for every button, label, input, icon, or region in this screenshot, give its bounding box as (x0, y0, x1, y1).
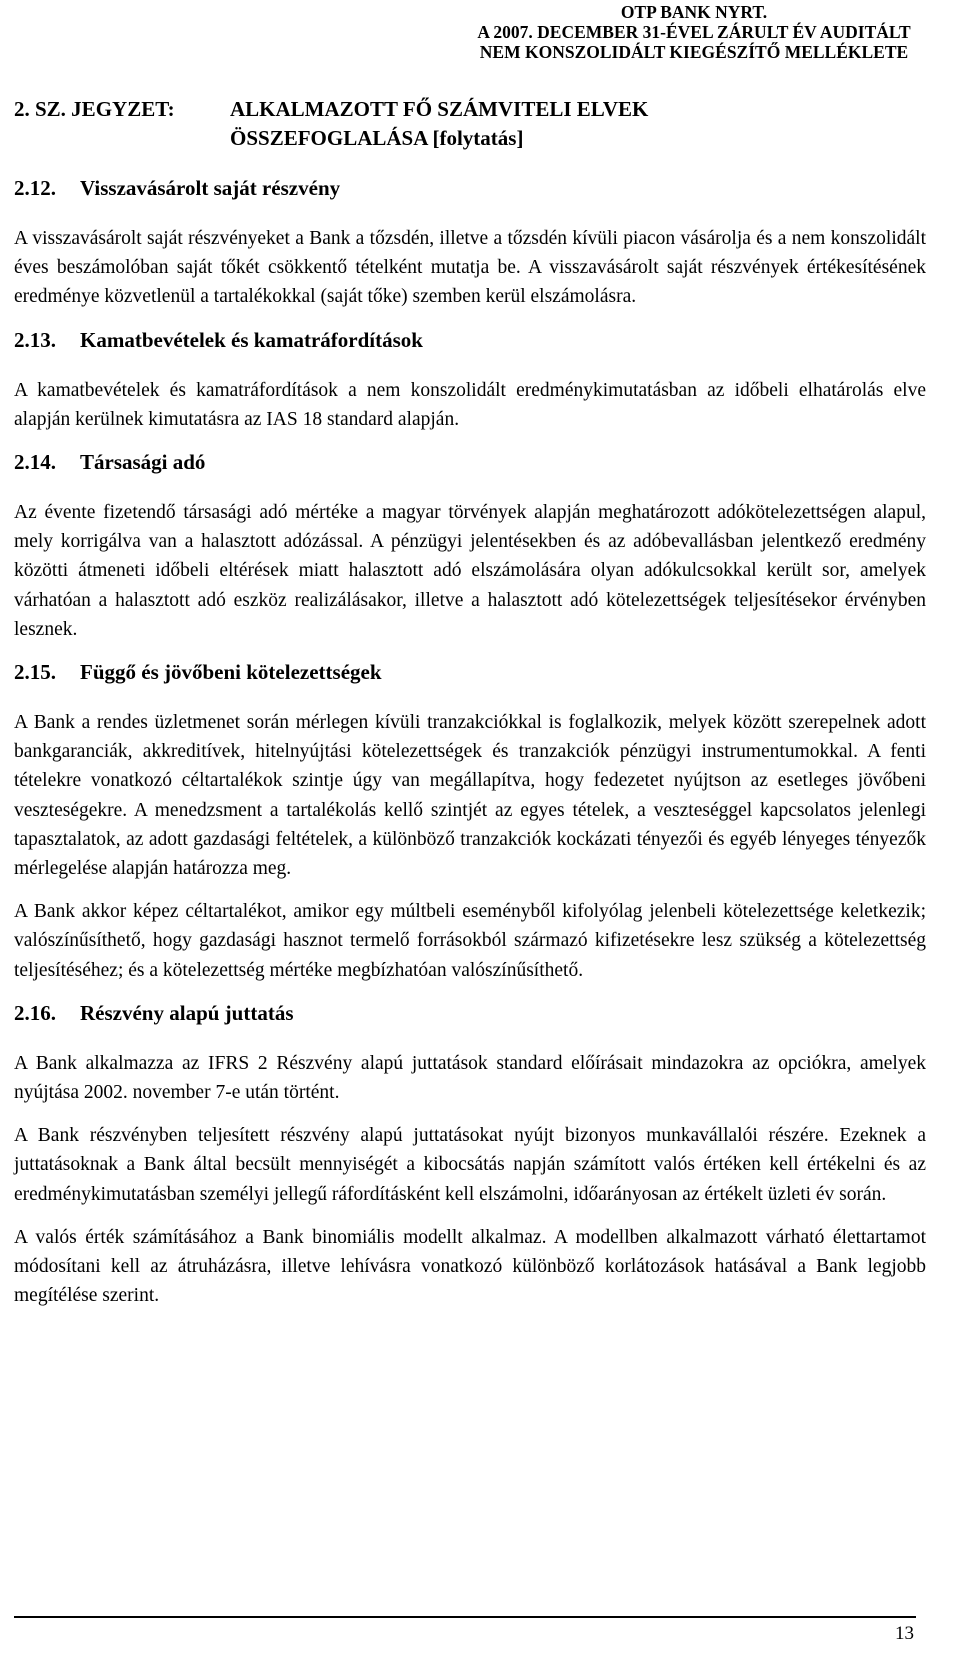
paragraph: A Bank akkor képez céltartalékot, amikor egy múltbeli eseményből kifolyólag jelenbeli kötelezettsége keletkezik; valószínűsíthető, hogy gazdasági hasznot termelő forrásokból származó kifizetésekre lesz szükség a kötelezettség teljesítéséhez; és a kötelezettség mértéke megbízhatóan valószínűsíthető. (14, 901, 926, 981)
header-line2: A 2007. DECEMBER 31-ÉVEL ZÁRULT ÉV AUDITÁLT (477, 22, 911, 42)
footer-rule (14, 1616, 916, 1618)
paragraph: A visszavásárolt saját részvényeket a Bank a tőzsdén, illetve a tőzsdén kívüli piacon vásárolja és a nem konszolidált éves beszámolóban saját tőkét csökkentő tételként mutatja be. A visszavásárolt saját részvények értékesítésének eredménye közvetlenül a tartalékokkal (saját tőke) szemben kerül elszámolásra. (14, 228, 926, 308)
note-title-text (230, 95, 910, 153)
section-title: Részvény alapú juttatás (80, 1000, 294, 1025)
section-number: 2.13. (14, 327, 56, 352)
section-number: 2.16. (14, 1000, 56, 1025)
paragraph: A Bank alkalmazza az IFRS 2 Részvény alapú juttatások standard előírásait mindazokra az opciókra, amelyek nyújtása 2002. november 7-e után történt. (14, 1052, 926, 1104)
section-title: Társasági adó (80, 450, 206, 475)
paragraph: A Bank részvényben teljesített részvény alapú juttatásokat nyújt bizonyos munkavállalói részére. Ezeknek a juttatásoknak a Bank által becsült mennyiségét a kibocsátás napján számított valós értéken kell értékelni és az eredménykimutatásban személyi jellegű ráfordításként kell elszámolni, időarányosan az értékelt üzleti év során. (14, 1125, 926, 1205)
note-number: 2. SZ. JEGYZET: (14, 97, 175, 121)
section-title: Kamatbevételek és kamatráfordítások (80, 327, 423, 352)
section-heading (14, 999, 926, 1027)
paragraph: A Bank a rendes üzletmenet során mérlegen kívüli tranzakciókkal is foglalkozik, melyek között szerepelnek adott bankgaranciák, akkreditívek, hitelnyújtási kötelezettségek és tranzakciók pénzügyi instrumentumokkal. A fenti tételekre vonatkozó céltartalékok szintje úgy van megállapítva, hogy fedezetet nyújtson az esetleges jövőbeni veszteségekre. A menedzsment a tartalékolás kellő szintjét az egyes tételek, a veszteséggel kapcsolatos jelenlegi tapasztalatok, az adott gazdasági feltételek, a különböző tranzakciók kockázati tényezői és egyéb lényeges tényezők mérlegelése alapján határozza meg. (14, 712, 926, 880)
section-number: 2.15. (14, 660, 56, 685)
page-number: 13 (895, 1623, 914, 1644)
paragraph: Az évente fizetendő társasági adó mértéke a magyar törvények alapján meghatározott adókötelezettségen alapul, mely korrigálva van a halasztott adózással. A pénzügyi jelentésekben és az adóbevallásban jelentkező eredmény közötti átmeneti időbeli eltérések miatt halasztott adó elszámolására olyan adókulcsokkal került sor, amelyek várhatóan a halasztott adó eszköz realizálásakor, illetve a halasztott adó kötelezettségek teljesítésekor érvényben lesznek. (14, 502, 926, 640)
paragraph: A valós érték számításához a Bank binomiális modellt alkalmaz. A modellben alkalmazott várható élettartamot módosítani kell az átruházásra, illetve lehívásra vonatkozó különböző korlátozások hatásával a Bank legjobb megítélése szerint. (14, 1226, 926, 1307)
section-heading (14, 174, 926, 202)
section-number: 2.14. (14, 450, 56, 475)
note-title-line2: ÖSSZEFOGLALÁSA [folytatás] (230, 126, 524, 150)
section-number: 2.12. (14, 176, 56, 200)
report-header (464, 2, 924, 62)
header-company: OTP BANK NYRT. (620, 2, 768, 22)
note-title-line1: ALKALMAZOTT FŐ SZÁMVITELI ELVEK (230, 97, 649, 121)
section-title: Visszavásárolt saját részvény (80, 176, 341, 200)
section-heading (14, 448, 926, 476)
section-heading (14, 326, 926, 354)
header-line3: NEM KONSZOLIDÁLT KIEGÉSZÍTŐ MELLÉKLETE (479, 42, 909, 62)
paragraph: A kamatbevételek és kamatráfordítások a nem konszolidált eredménykimutatásban az időbeli elhatárolás elve alapján kerülnek kimutatásra az IAS 18 standard alapján. (14, 379, 926, 430)
document-body (14, 174, 926, 1310)
section-heading (14, 658, 926, 686)
section-title: Függő és jövőbeni kötelezettségek (80, 660, 382, 685)
